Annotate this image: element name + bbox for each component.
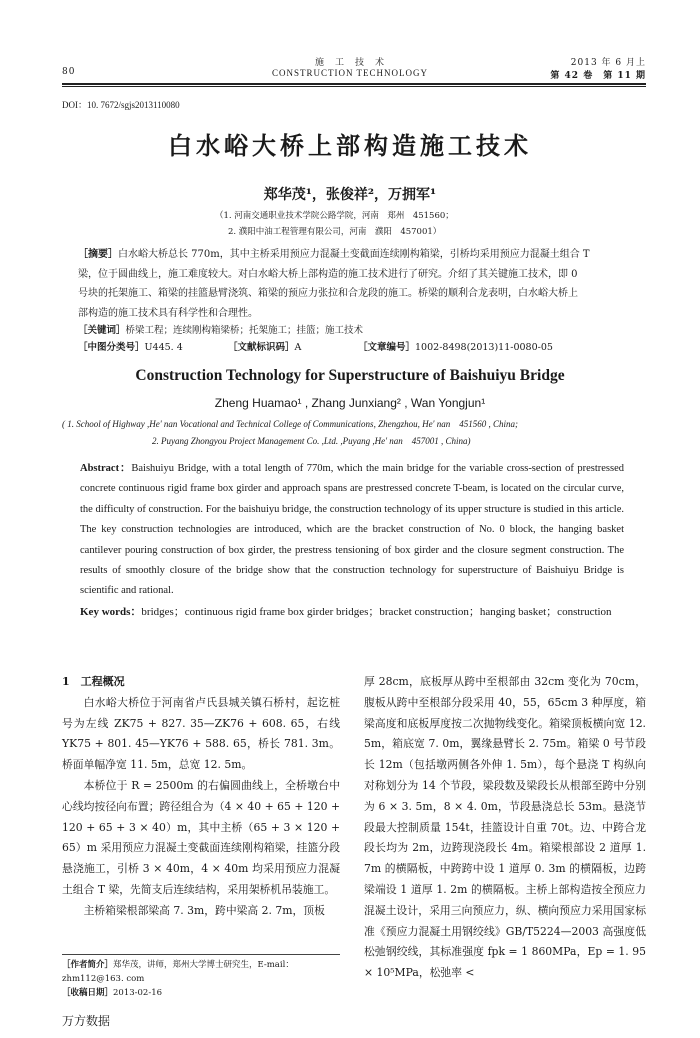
header-rule [62, 83, 646, 85]
page-number: 80 [62, 67, 76, 77]
author-bio: 郑华茂，讲师，郑州大学博士研究生，E-mail：zhm112@163. com [62, 960, 294, 984]
abstract-en-label: Abstract： [80, 463, 132, 474]
affiliation-en-1: ( 1. School of Highway ,He' nan Vocational and Technical College of Communications, Zhengzhou, He' nan 451560 , China; [62, 419, 518, 429]
doi: DOI：10. 7672/sgjs2013110080 [62, 100, 180, 110]
abstract-zh-line-3: 号块的托架施工、箱梁的挂篮悬臂浇筑、箱梁的预应力张拉和合龙段的施工。桥梁的顺利合龙表明，白水峪大桥上 [78, 288, 578, 299]
header-rule-thin [62, 86, 646, 87]
article-title-zh: 白水峪大桥上部构造施工技术 [168, 131, 532, 160]
abstract-zh-line-2: 梁，位于圆曲线上，施工难度较大。对白水峪大桥上部构造的施工技术进行了研究。介绍了其关键施工技术，即 0 [78, 268, 578, 280]
doc-code-label: ［文献标识码］ [228, 342, 295, 353]
section-paragraph-3: 主桥箱梁根部梁高 7. 3m，跨中梁高 2. 7m，顶板 [83, 903, 325, 917]
section-paragraph-2: 本桥位于 R = 2500m 的右偏圆曲线上，全桥墩台中心线均按径向布置；跨径组合为（4 × 40 + 65 + 120 + 120 + 65 + 3 × 40）m，其中主桥（65 + 3 × 120 + 65）m 采用预应力混凝土变截面连续刚构箱梁，挂篮分段悬浇施工，引桥 3 × 40m，4 × 40m 均采用预应力混凝土组合 T 梁，先简支后连续结构，采用架桥机吊装施工。 [62, 778, 340, 896]
section-heading: 1 工程概况 [62, 675, 125, 688]
issue-date: 2013 年 6 月上 [570, 58, 646, 68]
authors-zh: 郑华茂¹，张俊祥²，万拥军¹ [263, 187, 437, 203]
body-right-column [364, 672, 646, 984]
article-number-label: ［文章编号］ [358, 342, 416, 353]
affiliation-zh-1: （1. 河南交通职业技术学院公路学院，河南 郑州 451560； [215, 211, 454, 221]
abstract-en-text: Baishuiyu Bridge, with a total length of 770m, which the main bridge for the variable cross-section of prestressed concrete continuous rigid frame box girder and approach spans are prestressed concrete T-beam, is located on the circular curve, the difficulty of construction. For the baishuiyu bridge, the construction technology of its upper structure is studied in this article. The key construction technologies are introduced, which are the bracket construction of No. 0 block, the hanging basket cantilever pouring construction of box girder, the prestress tensioning of box girder and the closure segment construction. The results of smoothly closure of the bridge show that the construction technology for superstructure of Baishuiyu Bridge is scientific and rational. [80, 463, 624, 597]
classification-row [78, 339, 183, 353]
volume-issue: 第 42 卷 第 11 期 [550, 71, 646, 81]
section-paragraph-right: 厚 28cm，底板厚从跨中至根部由 32cm 变化为 70cm，腹板从跨中至根部分段采用 40，55，65cm 3 种厚度，箱梁高度和底板厚度按二次抛物线变化。箱梁顶板横向宽 12. 5m，箱底宽 7. 0m，翼缘悬臂长 2. 75m。箱梁 0 号节段长 12m（包括墩两侧各外伸 1. 5m），每个悬浇 T 构纵向对称划分为 14 个节段，梁段数及梁段长从根部至跨中分别为 6 × 3. 5m，8 × 4. 0m，节段悬浇总长 53m。悬浇节段最大控制质量 154t，挂篮设计自重 70t。边、中跨合龙段长均为 2m，边跨现浇段长 4m。箱梁根部设 2 道厚 1. 7m 的横隔板，中跨跨中设 1 道厚 0. 3m 的横隔板，边跨梁端设 1 道厚 1. 2m 的横隔板。主桥上部构造按全预应力混凝土设计，采用三向预应力，纵、横向预应力采用国家标准《预应力混凝土用钢绞线》GB/T5224—2003 高强度低松弛钢绞线，其标准强度 fpk = 1 860MPa，Ep = 1. 95 × 10⁵MPa，松弛率 < [364, 675, 646, 980]
abstract-zh-line-4: 部构造的施工技术具有科学性和合理性。 [78, 307, 258, 319]
received-date: 2013-02-16 [113, 988, 163, 998]
abstract-zh-label: ［摘要］ [78, 249, 118, 260]
article-number-value: 1002-8498(2013)11-0080-05 [415, 342, 553, 353]
abstract-zh-line-1: 白水峪大桥总长 770m，其中主桥采用预应力混凝土变截面连续刚构箱梁，引桥均采用预应力混凝土组合 T [118, 249, 590, 260]
received-label: ［收稿日期］ [62, 988, 114, 998]
article-title-en: Construction Technology for Superstructure of Baishuiyu Bridge [135, 367, 565, 384]
journal-name-cn: 施 工 技 术 [314, 58, 385, 68]
footnote [62, 958, 340, 1000]
article-number [358, 339, 553, 353]
keywords-zh [78, 322, 363, 336]
keywords-en-text: bridges；continuous rigid frame box girder bridges；bracket construction；hanging basket；construction [141, 605, 612, 618]
author-bio-label: ［作者简介］ [62, 960, 114, 970]
abstract-zh [78, 245, 630, 323]
doc-code-value: A [294, 342, 302, 353]
keywords-zh-text: 桥梁工程；连续刚构箱梁桥；托架施工；挂篮；施工技术 [125, 325, 364, 336]
body-left-column [62, 672, 340, 922]
affiliation-en-2: 2. Puyang Zhongyou Project Management Co. ,Ltd. ,Puyang ,He' nan 457001 , China) [152, 436, 471, 446]
doc-code [228, 339, 301, 353]
footnote-rule [62, 954, 340, 955]
abstract-en [80, 459, 624, 622]
keywords-en-label: Key words： [80, 605, 142, 618]
watermark: 万方数据 [62, 1014, 111, 1028]
section-paragraph-1: 白水峪大桥位于河南省卢氏县城关镇石桥村，起讫桩号为左线 ZK75 + 827. 35—ZK76 + 608. 65，右线 YK75 + 801. 45—YK76 + 588. 65，桥长 781. 3m。桥面单幅净宽 11. 5m，总宽 12. 5m。 [62, 695, 340, 772]
keywords-zh-label: ［关键词］ [78, 325, 126, 336]
journal-name-en: CONSTRUCTION TECHNOLOGY [271, 68, 429, 78]
clc-label: ［中图分类号］ [78, 342, 145, 353]
authors-en: Zheng Huamao¹ , Zhang Junxiang² , Wan Yongjun¹ [214, 396, 486, 410]
clc-value: U445. 4 [144, 342, 183, 353]
affiliation-zh-2: 2. 濮阳中油工程管理有限公司，河南 濮阳 457001） [228, 227, 442, 237]
